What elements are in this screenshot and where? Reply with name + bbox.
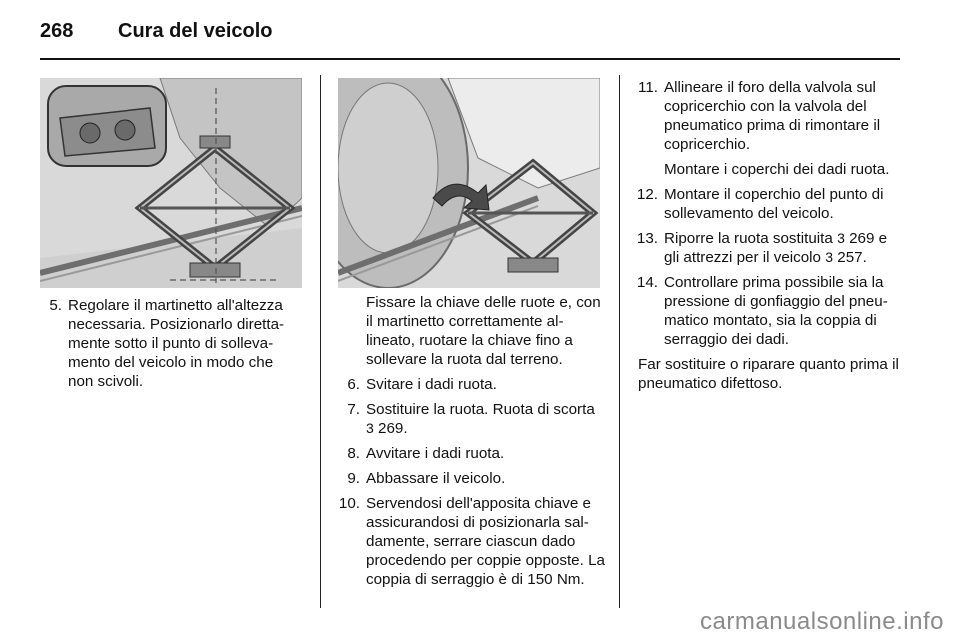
column-3 — [630, 78, 906, 399]
step-number: 14. — [636, 274, 658, 291]
step-item — [338, 375, 608, 394]
step-text: Allineare il foro della valvola sul copricerchio con la valvola del pneumatico prima di rimontare il copricerchio. — [664, 79, 881, 153]
step-text: Servendosi dell'apposita chiave e assicurandosi di posizionarla sal-damente, serrare ciascun dado procedendo per coppie opposte. La coppia di serraggio è di 150 Nm. — [366, 495, 605, 588]
watermark: carmanualsonline.info — [700, 608, 944, 635]
page-reference-link[interactable]: 269 — [378, 420, 404, 437]
header-rule — [40, 58, 900, 60]
step-text: Svitare i dadi ruota. — [366, 376, 497, 393]
step-number: 11. — [638, 79, 658, 96]
step-text-tail: . — [403, 420, 408, 437]
step-text: Regolare il martinetto all'altezza necessaria. Posizionarlo diretta-mente sotto il punto di solleva-mento del veicolo in modo che non scivoli. — [68, 297, 285, 390]
page-number: 268 — [40, 20, 74, 42]
jack-position-illustration — [40, 78, 302, 288]
column-divider-right — [619, 75, 620, 608]
closing-paragraph: Far sostituire o riparare quanto prima il pneumatico difettoso. — [638, 356, 899, 392]
step-number: 6. — [347, 376, 360, 393]
step-number: 7. — [347, 401, 360, 418]
step-item — [338, 469, 608, 488]
step-number: 13. — [636, 230, 658, 247]
page-reference-icon: 3 — [366, 420, 374, 436]
page-reference-link[interactable]: 257 — [837, 249, 863, 266]
step-text: Abbassare il veicolo. — [366, 470, 506, 487]
step-item — [630, 229, 906, 267]
page-reference-icon: 3 — [837, 230, 845, 246]
column-1 — [40, 296, 302, 397]
step-number: 5. — [49, 297, 62, 314]
step-text-tail: . — [862, 249, 867, 266]
page-reference-link[interactable]: 269 — [849, 230, 875, 247]
step-item — [338, 494, 608, 589]
step-text: Controllare prima possibile sia la pressione di gonfiaggio del pneu-matico montato, sia la coppia di serraggio dei dadi. — [664, 274, 888, 348]
jack-lifting-illustration — [338, 78, 600, 288]
step-number: 12. — [636, 186, 658, 203]
column-divider-left — [320, 75, 321, 608]
step-number: 10. — [338, 495, 360, 512]
step-item — [338, 444, 608, 463]
step-item — [630, 273, 906, 349]
column-2 — [338, 293, 608, 595]
step-number: 9. — [347, 470, 360, 487]
step-item — [630, 185, 906, 223]
step-text: Avvitare i dadi ruota. — [366, 445, 505, 462]
step-item — [338, 400, 608, 438]
step-item — [40, 296, 302, 391]
step-text: Riporre la ruota sostituita — [664, 230, 833, 247]
step-subtext: Montare i coperchi dei dadi ruota. — [664, 161, 890, 178]
page-header — [40, 16, 920, 52]
step-text-mid: e gli attrezzi per il veicolo — [664, 230, 888, 266]
step-text: Sostituire la ruota. Ruota di scorta — [366, 401, 595, 418]
step-number: 8. — [347, 445, 360, 462]
step-item — [630, 78, 906, 179]
step-text: Montare il coperchio del punto di sollevamento del veicolo. — [664, 186, 884, 222]
page-reference-icon: 3 — [825, 249, 834, 265]
chapter-title: Cura del veicolo — [118, 20, 273, 42]
intro-paragraph: Fissare la chiave delle ruote e, con il martinetto correttamente al-lineato, ruotare la chiave fino a sollevare la ruota dal terreno. — [366, 294, 601, 368]
